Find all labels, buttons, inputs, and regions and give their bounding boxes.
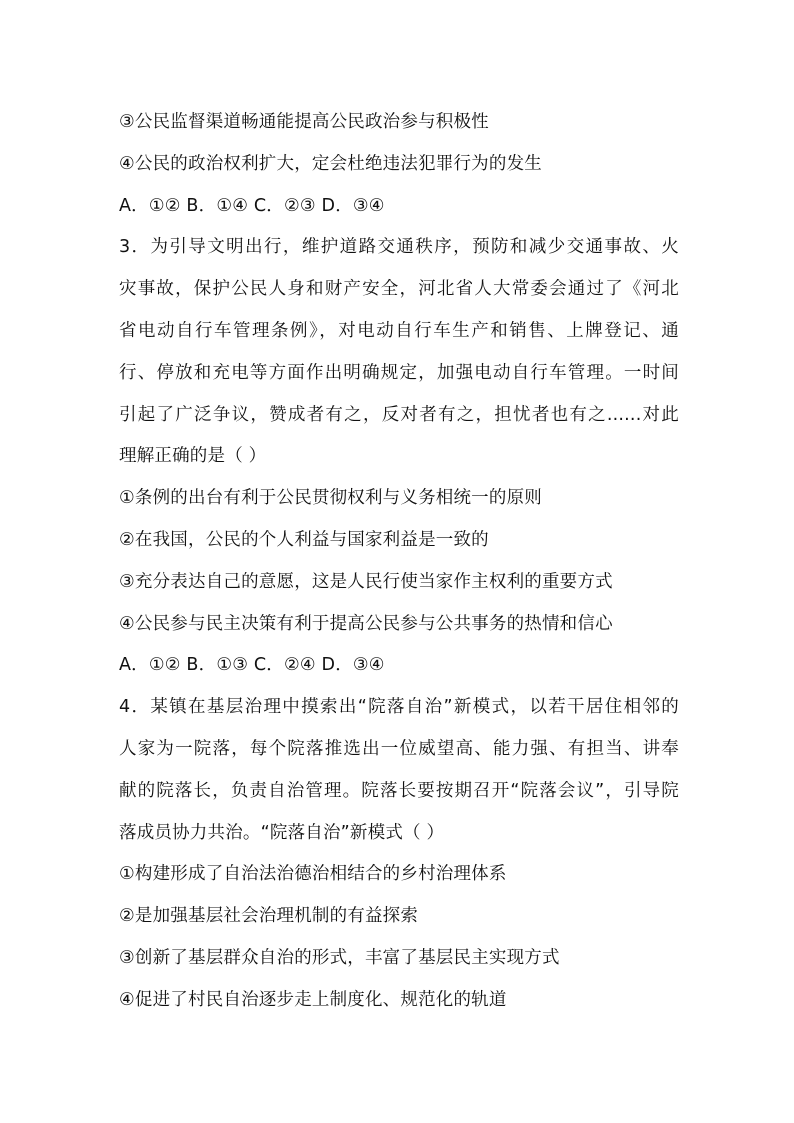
option-line-2-4: ④公民的政治权利扩大，定会杜绝违法犯罪行为的发生 xyxy=(119,153,542,174)
question-3-line-4: 行、停放和充电等方面作出明确规定，加强电动自行车管理。一时间 xyxy=(119,362,679,383)
option-line-4-1: ①构建形成了自治法治德治相结合的乡村治理体系 xyxy=(119,864,507,885)
option-line-3-3: ③充分表达自己的意愿，这是人民行使当家作主权利的重要方式 xyxy=(119,571,613,592)
option-line-3-4: ④公民参与民主决策有利于提高公民参与公共事务的热情和信心 xyxy=(119,613,613,634)
question-4-line-1: 4．某镇在基层治理中摸索出“院落自治”新模式，以若干居住相邻的 xyxy=(119,697,679,718)
answer-choices-q3: A．①② B．①③ C．②④ D．③④ xyxy=(119,655,385,676)
option-line-2-3: ③公民监督渠道畅通能提高公民政治参与积极性 xyxy=(119,112,489,132)
answer-choices-q2: A．①② B．①④ C．②③ D．③④ xyxy=(119,195,385,216)
question-3-line-3: 省电动自行车管理条例》，对电动自行车生产和销售、上牌登记、通 xyxy=(119,320,679,341)
option-line-4-3: ③创新了基层群众自治的形式，丰富了基层民主实现方式 xyxy=(119,947,560,968)
option-line-4-2: ②是加强基层社会治理机制的有益探索 xyxy=(119,906,419,927)
question-4-line-4: 落成员协力共治。“院落自治”新模式（ ） xyxy=(119,822,445,843)
question-3-line-6: 理解正确的是（ ） xyxy=(119,446,267,467)
question-3-line-5: 引起了广泛争议，赞成者有之，反对者有之，担忧者也有之......对此 xyxy=(119,404,679,425)
question-4-line-3: 献的院落长，负责自治管理。院落长要按期召开“院落会议”，引导院 xyxy=(119,780,679,801)
option-line-4-4: ④促进了村民自治逐步走上制度化、规范化的轨道 xyxy=(119,989,507,1010)
option-line-3-2: ②在我国，公民的个人利益与国家利益是一致的 xyxy=(119,529,489,550)
question-4-line-2: 人家为一院落，每个院落推选出一位威望高、能力强、有担当、讲奉 xyxy=(119,738,679,759)
question-3-line-2: 灾事故，保护公民人身和财产安全，河北省人大常委会通过了《河北 xyxy=(119,279,679,300)
question-text-block xyxy=(119,102,679,1022)
option-line-3-1: ①条例的出台有利于公民贯彻权利与义务相统一的原则 xyxy=(119,488,542,509)
question-3-line-1: 3．为引导文明出行，维护道路交通秩序，预防和减少交通事故、火 xyxy=(119,237,679,258)
